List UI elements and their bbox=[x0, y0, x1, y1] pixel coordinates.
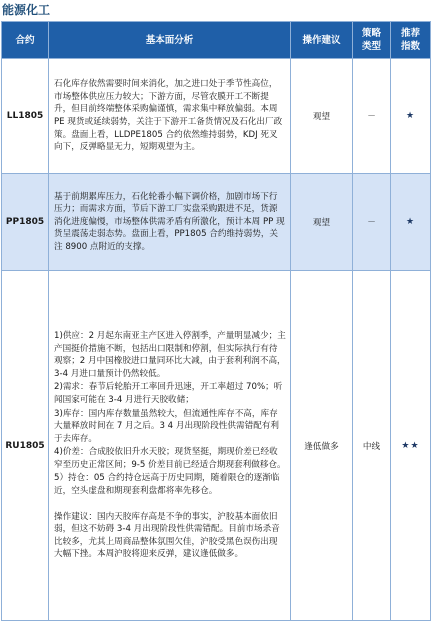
strategy-cell: － bbox=[353, 59, 391, 174]
contract-code: RU1805 bbox=[2, 271, 49, 621]
strategy-cell: 中线 bbox=[353, 271, 391, 621]
analysis-cell bbox=[49, 59, 291, 174]
contract-code: LL1805 bbox=[2, 59, 49, 174]
header-strategy-label: 策略类型 bbox=[361, 28, 381, 52]
analysis-text: 基于前期累库压力，石化轮番小幅下调价格，加剧市场下行压力；而需求方面，节后下游工厂实盘采购跟进不足，货源消化进度偏慢，市场整体供需矛盾有所激化，预计本周 PP 现货呈震荡走弱态势。盘面上看，PP1805 合约维持弱势，关注 8900 点附近的支撑。 bbox=[54, 191, 285, 252]
table-row bbox=[2, 174, 431, 271]
analysis-point-spread: 4)价差：合成胶依旧升水天胶；现货坚挺，期现价差已经收窄至历史正常区间；9-5 价差目前已经适合期现套利做移仓。 bbox=[54, 447, 286, 470]
header-rating bbox=[391, 22, 431, 59]
strategy-table bbox=[1, 21, 431, 621]
header-rating-label: 推荐指数 bbox=[400, 28, 420, 52]
rating-stars: ★ bbox=[391, 59, 431, 174]
suggestion-cell: 逢低做多 bbox=[291, 271, 353, 621]
header-strategy bbox=[353, 22, 391, 59]
analysis-point-position: 5）持仓：05 合约持仓远高于历史同期，随着限仓的逐渐临近，空头虚盘和期现套利盘都将率先移仓。 bbox=[54, 473, 280, 497]
suggestion-cell: 观望 bbox=[291, 59, 353, 174]
suggestion-cell: 观望 bbox=[291, 174, 353, 271]
analysis-recommendation: 操作建议：国内天胶库存高是不争的事实，沪胶基本面依旧弱，但这不妨碍 3-4 月出现阶段性供需错配。目前市场杀音比较多，尤其上周商品整体氛围欠佳，沪胶受黑色误伤出现大幅下挫。本周沪胶将迎来反弹，建议逢低做多。 bbox=[54, 511, 280, 560]
table-header-row bbox=[2, 22, 431, 59]
table-row bbox=[2, 59, 431, 174]
rating-stars: ★★ bbox=[391, 271, 431, 621]
rating-stars: ★ bbox=[391, 174, 431, 271]
strategy-cell: － bbox=[353, 174, 391, 271]
header-analysis: 基本面分析 bbox=[49, 22, 291, 59]
analysis-cell bbox=[49, 271, 291, 621]
analysis-point-demand: 2)需求：春节后轮胎开工率回升迅速，开工率超过 70%；听闻国家可能在 3-4 月进行天胶收储； bbox=[54, 382, 283, 405]
analysis-point-inventory: 3)库存：国内库存数量虽然较大，但流通性库存不高，库存大量释放时间在 7 月之后。3 4 月出现阶段性供需错配有利于去库存。 bbox=[54, 408, 279, 444]
analysis-point-supply: 1)供应：2 月起东南亚主产区进入停割季，产量明显减少；主产国挺价措施不断，包括出口限制和停割，但实际执行有待观察；2 月中国橡胶进口量同环比大减，由于套利利润不高，3-4 月进口量预计仍然较低。 bbox=[54, 330, 286, 379]
analysis-cell bbox=[49, 174, 291, 271]
header-contract: 合约 bbox=[2, 22, 49, 59]
table-row bbox=[2, 271, 431, 621]
header-suggestion: 操作建议 bbox=[291, 22, 353, 59]
analysis-text: 石化库存依然需要时间来消化，加之进口处于季节性高位，市场整体供应压力较大；下游方面，尽管农膜开工不断提升，但目前终端整体采购偏谨慎，需求集中释放偏弱。本周 PE 现货或延续弱势，关注于下游开工备货情况及石化出厂政策。盘面上看，LLDPE1805 合约依然维持弱势，KDJ 死叉向下，反弹略显无力，短期观望为主。 bbox=[54, 79, 283, 153]
contract-code: PP1805 bbox=[2, 174, 49, 271]
section-title: 能源化工 bbox=[2, 3, 51, 17]
